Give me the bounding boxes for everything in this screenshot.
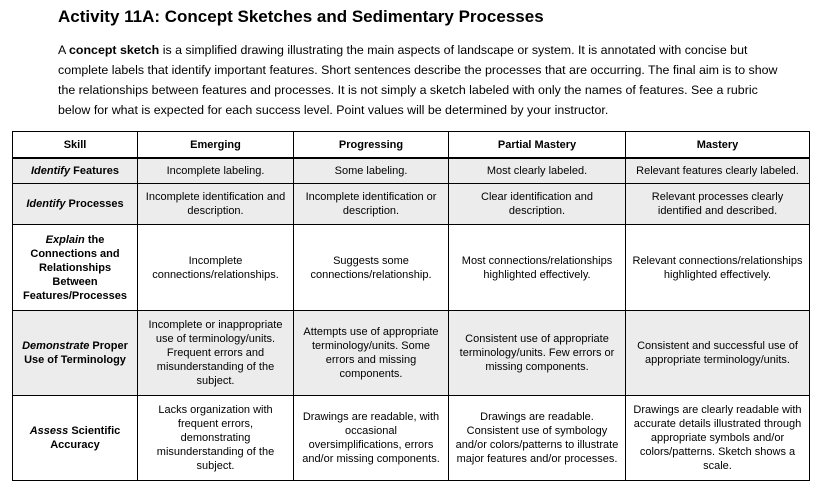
table-row — [13, 158, 810, 184]
mastery-cell: Drawings are clearly readable with accurate details illustrated through appropriate symbols and/or colors/patterns. Sketch shows a scale. — [626, 396, 810, 481]
partial-mastery-cell: Clear identification and description. — [449, 184, 626, 225]
mastery-cell: Relevant features clearly labeled. — [626, 158, 810, 184]
intro-paragraph — [58, 40, 788, 120]
emerging-cell: Incomplete or inappropriate use of terminology/units. Frequent errors and misunderstanding of the subject. — [138, 311, 294, 396]
skill-rest: Processes — [65, 198, 124, 210]
skill-cell — [13, 396, 138, 481]
header-partial-mastery: Partial Mastery — [449, 132, 626, 159]
header-emerging: Emerging — [138, 132, 294, 159]
table-row — [13, 225, 810, 311]
emerging-cell: Incomplete connections/relationships. — [138, 225, 294, 311]
mastery-cell: Relevant connections/relationships highlighted effectively. — [626, 225, 810, 311]
intro-lead: A — [58, 43, 70, 57]
progressing-cell: Drawings are readable, with occasional oversimplifications, errors and/or missing components. — [294, 396, 449, 481]
intro-text: is a simplified drawing illustrating the main aspects of landscape or system. It is annotated with concise but complete labels that identify important features. Short sentences describe the processes that are occurring. The final aim is to show the relationships between features and processes. It is not simply a sketch labeled with only the names of features. See a rubric below for what is expected for each success level. Point values will be determined by your instructor. — [58, 43, 778, 117]
skill-verb: Identify — [30, 165, 71, 177]
header-row — [13, 132, 810, 159]
skill-cell — [13, 184, 138, 225]
progressing-cell: Some labeling. — [294, 158, 449, 184]
table-row — [13, 184, 810, 225]
skill-rest: the Connections and Relationships Between Features/Processes — [23, 233, 127, 302]
skill-cell — [13, 158, 138, 184]
skill-rest: Proper Use of Terminology — [24, 340, 128, 366]
progressing-cell: Incomplete identification or description. — [294, 184, 449, 225]
page-title: Activity 11A: Concept Sketches and Sedimentary Processes — [58, 7, 544, 26]
progressing-cell: Suggests some connections/relationship. — [294, 225, 449, 311]
header-skill: Skill — [13, 132, 138, 159]
skill-verb: Assess — [29, 425, 69, 437]
progressing-cell: Attempts use of appropriate terminology/units. Some errors and missing components. — [294, 311, 449, 396]
intro-term: concept sketch — [69, 43, 160, 57]
emerging-cell: Incomplete labeling. — [138, 158, 294, 184]
partial-mastery-cell: Drawings are readable. Consistent use of symbology and/or colors/patterns to illustrate major features and/or processes. — [449, 396, 626, 481]
skill-verb: Explain — [45, 233, 85, 246]
table-row — [13, 396, 810, 481]
header-progressing: Progressing — [294, 132, 449, 159]
skill-rest: Features — [70, 165, 120, 177]
header-mastery: Mastery — [626, 132, 810, 159]
emerging-cell: Incomplete identification and description. — [138, 184, 294, 225]
skill-cell — [13, 225, 138, 311]
partial-mastery-cell: Most connections/relationships highlighted effectively. — [449, 225, 626, 311]
emerging-cell: Lacks organization with frequent errors, demonstrating misunderstanding of the subject. — [138, 396, 294, 481]
partial-mastery-cell: Consistent use of appropriate terminology/units. Few errors or missing components. — [449, 311, 626, 396]
mastery-cell: Consistent and successful use of appropriate terminology/units. — [626, 311, 810, 396]
table-row — [13, 311, 810, 396]
partial-mastery-cell: Most clearly labeled. — [449, 158, 626, 184]
skill-verb: Demonstrate — [22, 340, 90, 352]
rubric-table — [12, 131, 810, 481]
mastery-cell: Relevant processes clearly identified and described. — [626, 184, 810, 225]
skill-rest: Scientific Accuracy — [50, 425, 121, 451]
skill-verb: Identify — [26, 198, 66, 210]
skill-cell — [13, 311, 138, 396]
